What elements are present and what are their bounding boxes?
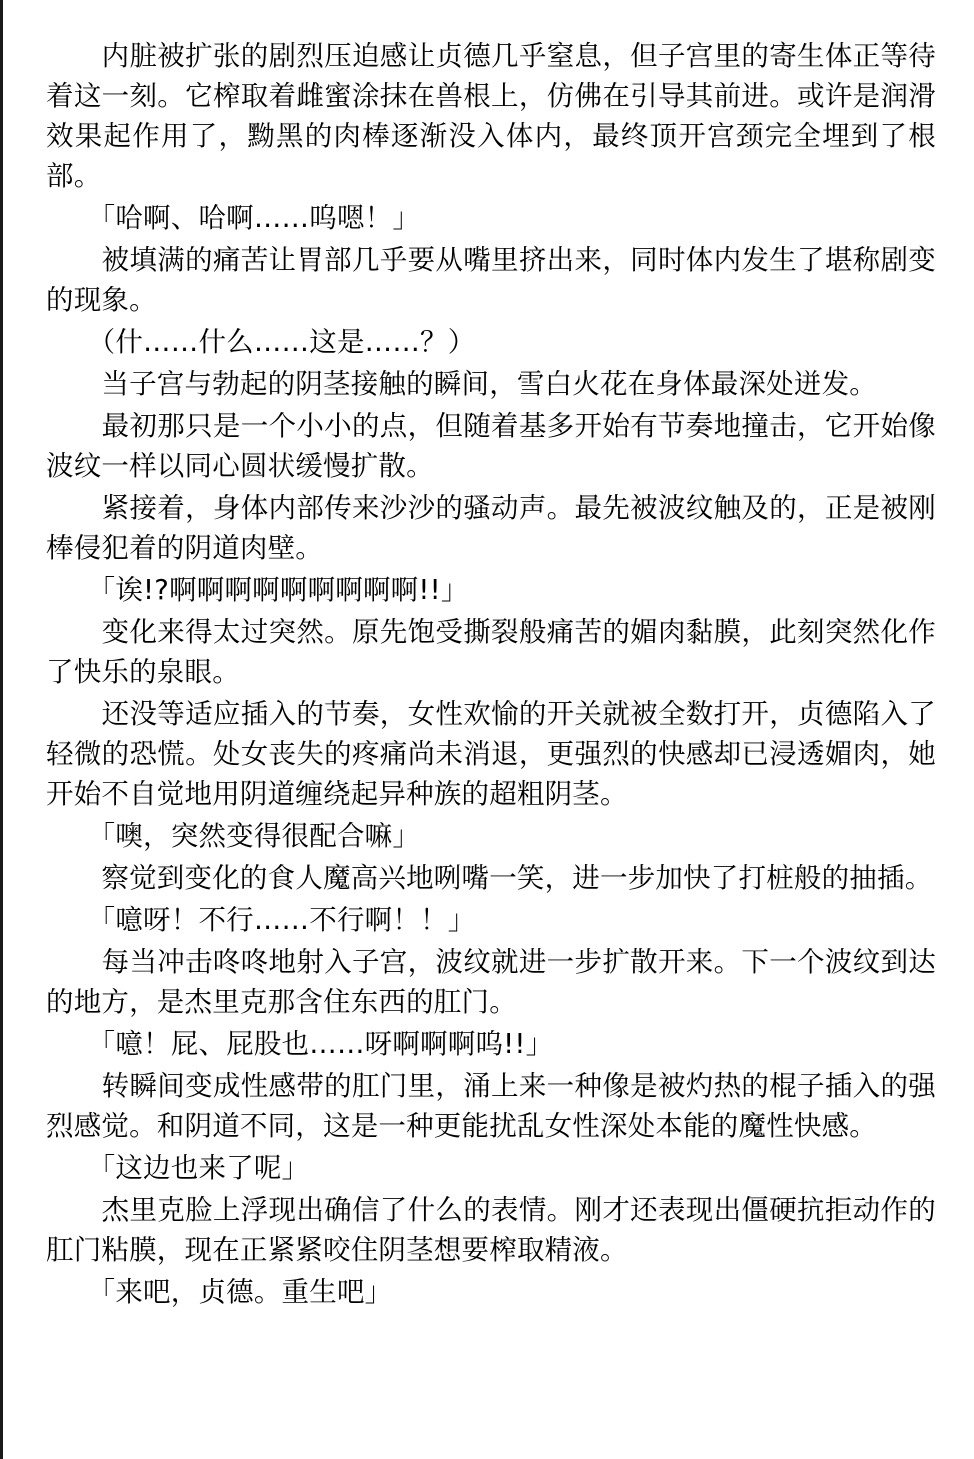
document-body	[46, 36, 936, 1314]
paragraph: 「这边也来了呢」	[46, 1152, 310, 1184]
paragraph: 还没等适应插入的节奏，女性欢愉的开关就被全数打开，贞德陷入了轻微的恐慌。处女丧失的疼痛尚未消退，更强烈的快感却已浸透媚肉，她开始不自觉地用阴道缠绕起异种族的超粗阴茎。	[46, 698, 936, 810]
paragraph: 杰里克脸上浮现出确信了什么的表情。刚才还表现出僵硬抗拒动作的肛门粘膜，现在正紧紧咬住阴茎想要榨取精液。	[46, 1194, 936, 1266]
paragraph: 「噢，突然变得很配合嘛」	[46, 820, 421, 852]
paragraph: 被填满的痛苦让胃部几乎要从嘴里挤出来，同时体内发生了堪称剧变的现象。	[46, 244, 936, 316]
paragraph: 每当冲击咚咚地射入子宫，波纹就进一步扩散开来。下一个波纹到达的地方，是杰里克那含住东西的肛门。	[46, 946, 936, 1018]
paragraph: 变化来得太过突然。原先饱受撕裂般痛苦的媚肉黏膜，此刻突然化作了快乐的泉眼。	[46, 616, 936, 688]
paragraph: 紧接着，身体内部传来沙沙的骚动声。最先被波纹触及的，正是被刚棒侵犯着的阴道肉壁。	[46, 492, 936, 564]
paragraph: 「噫呀！不行……不行啊！！」	[46, 904, 476, 936]
paragraph: （什……什么……这是……？）	[46, 326, 476, 358]
paragraph: 「哈啊、哈啊……呜嗯！」	[46, 202, 421, 234]
paragraph: 「噫！屁、屁股也……呀啊啊啊呜!!」	[46, 1028, 554, 1060]
paragraph: 转瞬间变成性感带的肛门里，涌上来一种像是被灼热的棍子插入的强烈感觉。和阴道不同，这是一种更能扰乱女性深处本能的魔性快感。	[46, 1070, 936, 1142]
paragraph: 当子宫与勃起的阴茎接触的瞬间，雪白火花在身体最深处迸发。	[46, 368, 877, 400]
paragraph: 察觉到变化的食人魔高兴地咧嘴一笑，进一步加快了打桩般的抽插。	[46, 862, 933, 894]
paragraph: 「诶!?啊啊啊啊啊啊啊啊啊!!」	[46, 574, 469, 606]
paragraph: 内脏被扩张的剧烈压迫感让贞德几乎窒息，但子宫里的寄生体正等待着这一刻。它榨取着雌蜜涂抹在兽根上，仿佛在引导其前进。或许是润滑效果起作用了，黝黑的肉棒逐渐没入体内，最终顶开宫颈完全埋到了根部。	[46, 40, 936, 192]
paragraph: 最初那只是一个小小的点，但随着基多开始有节奏地撞击，它开始像波纹一样以同心圆状缓慢扩散。	[46, 410, 936, 482]
paragraph: 「来吧，贞德。重生吧」	[46, 1276, 393, 1308]
